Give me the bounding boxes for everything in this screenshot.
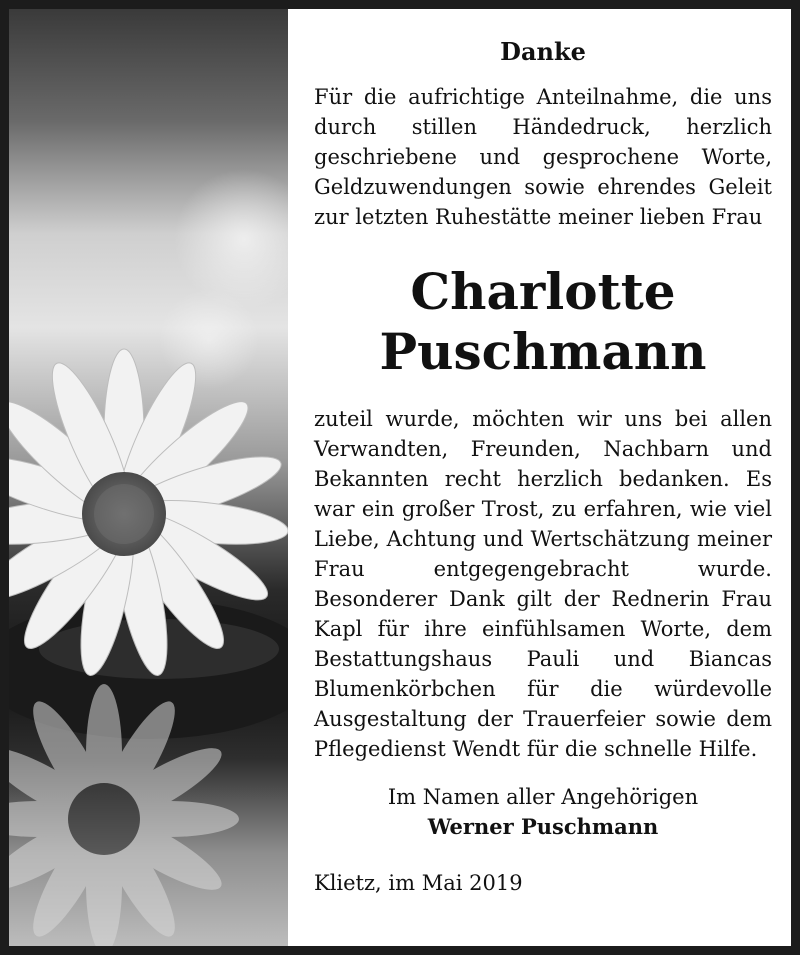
intro-paragraph: Für die aufrichtige Anteilnahme, die uns durch stillen Händedruck, herzlich geschriebene und gesprochene Worte, Geldzuwendungen sowie ehrendes Geleit zur letzten Ruhestätte meiner lieben Frau bbox=[314, 85, 772, 229]
body-paragraph: zuteil wurde, möchten wir uns bei allen Verwandten, Freunden, Nachbarn und Bekannten recht herzlich bedanken. Es war ein großer Trost, zu erfahren, wie viel Liebe, Achtung und Wertschätzung meiner Frau entgegengebracht wurde. Besonderer Dank gilt der Rednerin Frau Kapl für ihre einfühlsamen Worte, dem Bestattungshaus Pauli und Biancas Blumenkörbchen für die würdevolle Ausgestaltung der Trauerfeier sowie dem Pflegedienst Wendt für die schnelle Hilfe. bbox=[314, 407, 772, 761]
daisy-icon bbox=[9, 9, 288, 946]
deceased-name bbox=[314, 262, 772, 382]
closing-line: Im Namen aller Angehörigen bbox=[387, 785, 699, 809]
signer-name: Werner Puschmann bbox=[427, 814, 659, 839]
place-date: Klietz, im Mai 2019 bbox=[314, 871, 523, 895]
signature-block bbox=[314, 782, 772, 842]
deceased-first-name: Charlotte bbox=[410, 262, 676, 321]
deceased-last-name: Puschmann bbox=[379, 322, 707, 381]
daisy-photo bbox=[9, 9, 288, 946]
notice-text bbox=[314, 31, 772, 898]
notice-heading: Danke bbox=[500, 37, 586, 66]
